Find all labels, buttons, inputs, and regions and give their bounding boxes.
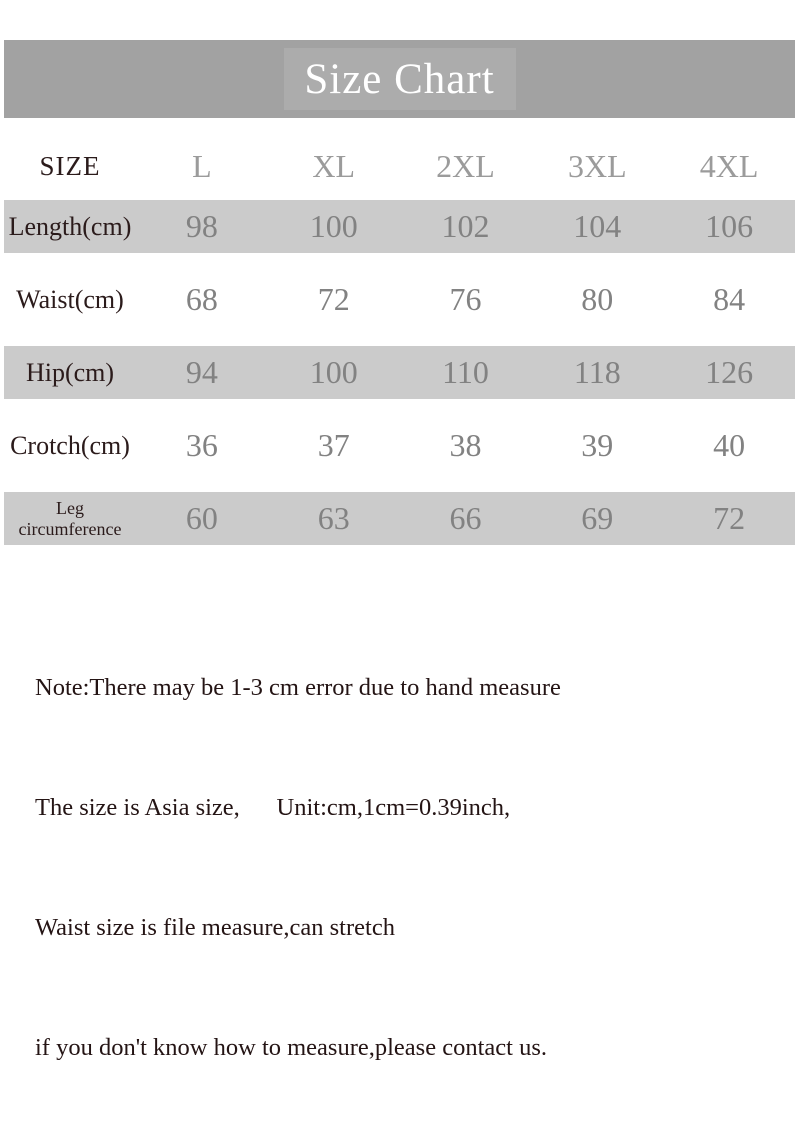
- title-bar: [4, 40, 795, 118]
- note-line-error: Note:There may be 1-3 cm error due to hand measure: [35, 674, 561, 701]
- hip-value-l: 94: [185, 354, 218, 390]
- crotch-value-l: 36: [185, 427, 218, 463]
- note-line-stretch: Waist size is file measure,can stretch: [35, 914, 395, 941]
- waist-value-4xl: 84: [713, 281, 746, 317]
- leg-value-xl: 63: [317, 500, 350, 536]
- note-line-contact: if you don't know how to measure,please contact us.: [35, 1034, 547, 1061]
- crotch-value-3xl: 39: [581, 427, 614, 463]
- size-header-xl: XL: [312, 147, 356, 184]
- title-inner-box: [284, 48, 516, 110]
- crotch-value-4xl: 40: [713, 427, 746, 463]
- note-line-asia: The size is Asia size, Unit:cm,1cm=0.39inch,: [35, 794, 511, 821]
- leg-value-l: 60: [185, 500, 218, 536]
- size-column-header: SIZE: [39, 150, 101, 181]
- notes-block: [35, 588, 790, 1148]
- leg-value-3xl: 69: [581, 500, 614, 536]
- length-value-l: 98: [185, 208, 218, 244]
- waist-value-2xl: 76: [449, 281, 482, 317]
- leg-value-4xl: 72: [713, 500, 746, 536]
- length-value-2xl: 102: [441, 208, 490, 244]
- row-label: Length(cm): [8, 211, 132, 241]
- size-table: [4, 140, 795, 565]
- page-title: Size Chart: [304, 55, 495, 103]
- size-header-3xl: 3XL: [567, 147, 627, 184]
- row-label: Waist(cm): [16, 284, 124, 314]
- hip-value-3xl: 118: [573, 354, 621, 390]
- row-label: Leg circumference: [18, 497, 122, 539]
- length-value-xl: 100: [309, 208, 358, 244]
- table-row-hip: [4, 346, 795, 399]
- table-header-row: [4, 140, 795, 192]
- size-header-4xl: 4XL: [699, 147, 759, 184]
- table-row-crotch: [4, 419, 795, 472]
- table-row-waist: [4, 273, 795, 326]
- hip-value-xl: 100: [309, 354, 358, 390]
- row-label: Crotch(cm): [10, 430, 130, 460]
- table-row-leg-circumference: [4, 492, 795, 545]
- table-row-length: [4, 200, 795, 253]
- waist-value-3xl: 80: [581, 281, 614, 317]
- size-header-l: L: [192, 147, 212, 184]
- hip-value-4xl: 126: [705, 354, 754, 390]
- length-value-3xl: 104: [573, 208, 622, 244]
- waist-value-xl: 72: [317, 281, 350, 317]
- leg-value-2xl: 66: [449, 500, 482, 536]
- size-header-2xl: 2XL: [436, 147, 495, 184]
- crotch-value-2xl: 38: [449, 427, 482, 463]
- waist-value-l: 68: [185, 281, 218, 317]
- crotch-value-xl: 37: [317, 427, 350, 463]
- row-label: Hip(cm): [25, 357, 115, 387]
- hip-value-2xl: 110: [442, 354, 489, 390]
- length-value-4xl: 106: [705, 208, 754, 244]
